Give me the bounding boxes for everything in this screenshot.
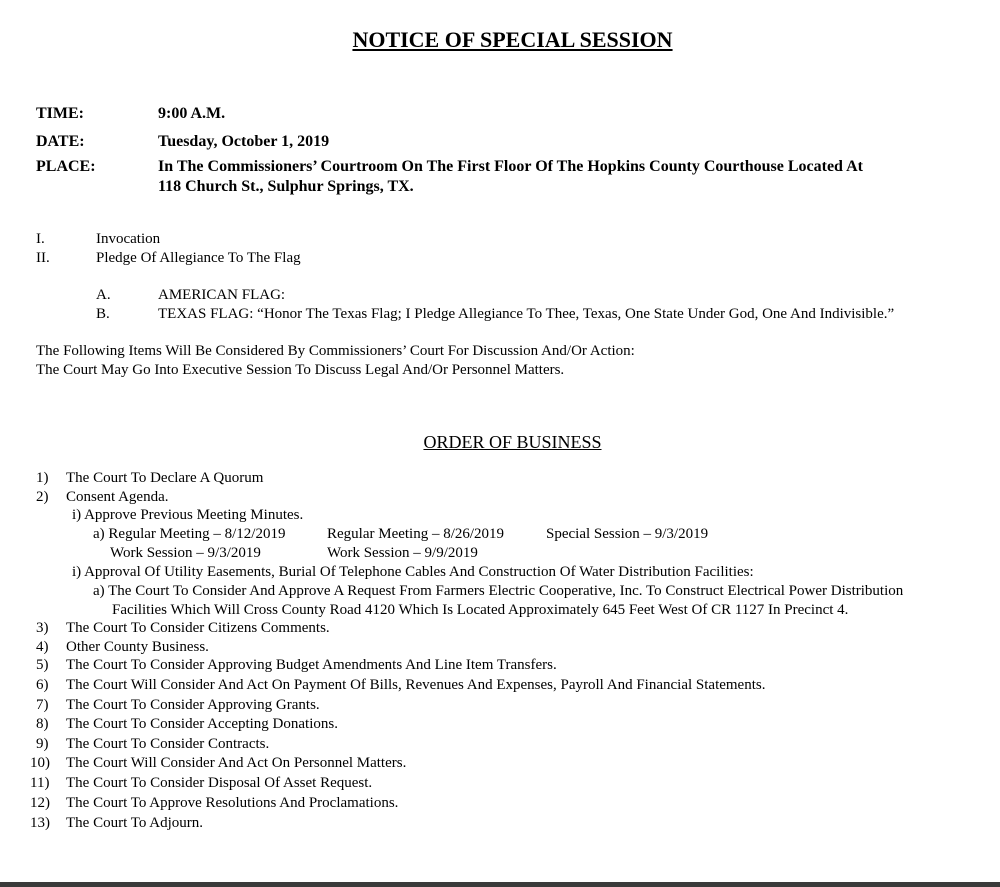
item-number: 3) — [36, 620, 49, 636]
easement-request: a) The Court To Consider And Approve A Request From Farmers Electric Cooperative, Inc. To Construct Electrical Power Distribution — [93, 583, 904, 599]
item-text: The Court To Adjourn. — [66, 815, 203, 831]
item-text: The Court To Consider Accepting Donations. — [66, 716, 338, 732]
pledge-text: TEXAS FLAG: “Honor The Texas Flag; I Pledge Allegiance To Thee, Texas, One State Under God, One And Indivisible.” — [158, 306, 895, 322]
bottom-divider — [0, 882, 1000, 887]
minutes-entry: Special Session – 9/3/2019 — [546, 526, 709, 542]
time-value: 9:00 A.M. — [158, 105, 226, 122]
minutes-entry: Work Session – 9/9/2019 — [327, 545, 478, 561]
item-number: 11) — [30, 775, 50, 791]
opening-num: II. — [36, 250, 50, 266]
place-label: PLACE: — [36, 158, 96, 175]
date-value: Tuesday, October 1, 2019 — [158, 133, 330, 150]
opening-num: I. — [36, 231, 45, 247]
item-text: The Court To Consider Approving Grants. — [66, 697, 320, 713]
item-text: The Court To Approve Resolutions And Proclamations. — [66, 795, 399, 811]
item-text: The Court Will Consider And Act On Personnel Matters. — [66, 755, 407, 771]
statement-line: The Court May Go Into Executive Session To Discuss Legal And/Or Personnel Matters. — [36, 362, 565, 378]
item-number: 9) — [36, 736, 49, 752]
page-title: NOTICE OF SPECIAL SESSION — [352, 27, 673, 52]
item-number: 6) — [36, 677, 49, 693]
item-text: The Court To Consider Disposal Of Asset Request. — [66, 775, 373, 791]
time-label: TIME: — [36, 105, 84, 122]
minutes-entry: Regular Meeting – 8/26/2019 — [327, 526, 505, 542]
item-number: 10) — [30, 755, 50, 771]
pledge-text: AMERICAN FLAG: — [158, 287, 286, 303]
place-line-1: In The Commissioners’ Courtroom On The First Floor Of The Hopkins County Courthouse Located At — [158, 158, 863, 175]
date-label: DATE: — [36, 133, 85, 150]
item-number: 4) — [36, 639, 49, 655]
item-text: The Court To Declare A Quorum — [66, 470, 264, 486]
item-text: The Court Will Consider And Act On Payment Of Bills, Revenues And Expenses, Payroll And Financial Statements. — [66, 677, 766, 693]
consent-sub-item: i) Approval Of Utility Easements, Burial Of Telephone Cables And Construction Of Water Distribution Facilities: — [72, 564, 754, 580]
pledge-letter: A. — [96, 287, 111, 303]
place-line-2: 118 Church St., Sulphur Springs, TX. — [158, 178, 414, 195]
item-number: 1) — [36, 470, 49, 486]
opening-text: Pledge Of Allegiance To The Flag — [96, 250, 301, 266]
item-text: The Court To Consider Approving Budget Amendments And Line Item Transfers. — [66, 657, 557, 673]
item-text: Other County Business. — [66, 639, 209, 655]
order-of-business-title: ORDER OF BUSINESS — [423, 432, 602, 452]
item-number: 12) — [30, 795, 50, 811]
item-number: 7) — [36, 697, 49, 713]
item-number: 8) — [36, 716, 49, 732]
opening-text: Invocation — [96, 231, 161, 247]
item-text: Consent Agenda. — [66, 489, 169, 505]
item-number: 2) — [36, 489, 49, 505]
minutes-entry: Work Session – 9/3/2019 — [110, 545, 261, 561]
item-number: 5) — [36, 657, 49, 673]
item-text: The Court To Consider Contracts. — [66, 736, 270, 752]
consent-sub-item: i) Approve Previous Meeting Minutes. — [72, 507, 304, 523]
item-number: 13) — [30, 815, 50, 831]
minutes-entry: a) Regular Meeting – 8/12/2019 — [93, 526, 286, 542]
easement-request: Facilities Which Will Cross County Road 4120 Which Is Located Approximately 645 Feet West Of CR 1127 In Precinct 4. — [112, 602, 849, 618]
item-text: The Court To Consider Citizens Comments. — [66, 620, 330, 636]
pledge-letter: B. — [96, 306, 110, 322]
statement-line: The Following Items Will Be Considered By Commissioners’ Court For Discussion And/Or Action: — [36, 343, 635, 359]
